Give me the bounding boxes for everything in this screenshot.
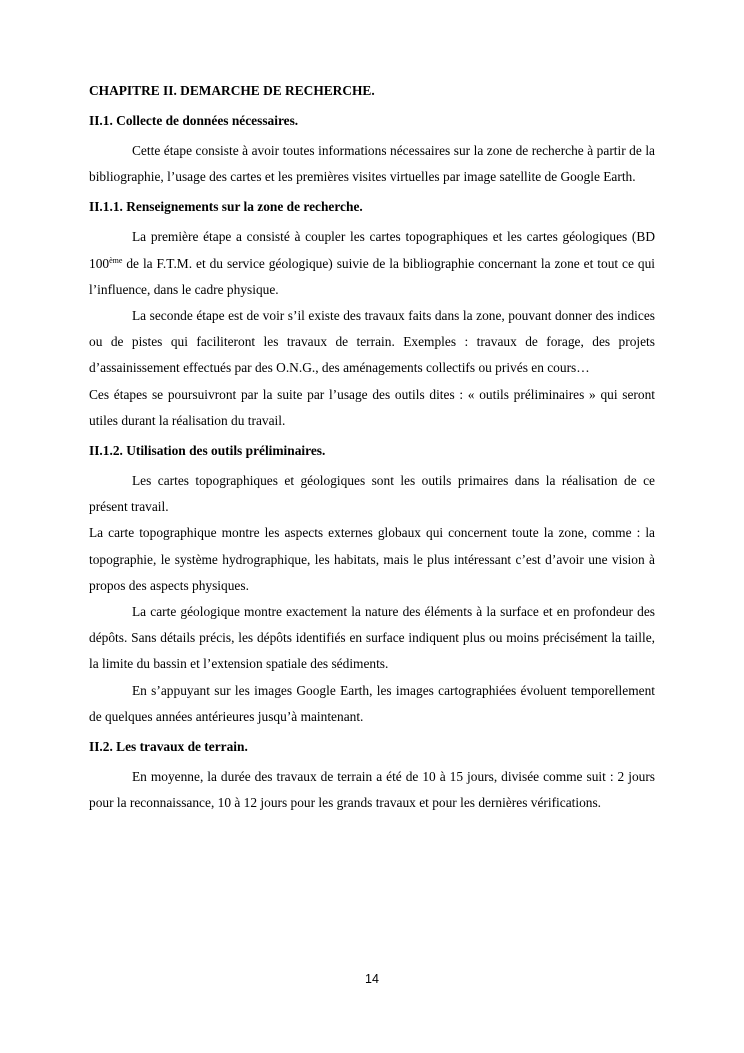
- page-number: 14: [365, 972, 379, 986]
- paragraph: La carte géologique montre exactement la nature des éléments à la surface et en profondeur des dépôts. Sans détails précis, les dépôts identifiés en surface indiquent plus ou moins précisément la taille, la limite du bassin et l’extension spatiale des sédiments.: [89, 604, 655, 672]
- paragraph-text: La première étape a consisté à coupler les cartes topographiques et les cartes géologiques (BD 100: [89, 229, 655, 271]
- paragraph: En s’appuyant sur les images Google Earth, les images cartographiées évoluent temporellement de quelques années antérieures jusqu’à maintenant.: [89, 682, 655, 724]
- section-heading-ii-1-2: II.1.2. Utilisation des outils préliminaires.: [89, 443, 326, 459]
- paragraph: Les cartes topographiques et géologiques sont les outils primaires dans la réalisation de ce présent travail.: [89, 473, 655, 515]
- chapter-title: CHAPITRE II. DEMARCHE DE RECHERCHE.: [89, 83, 375, 98]
- superscript: ème: [109, 255, 123, 265]
- page-content: [89, 78, 655, 816]
- paragraph: [89, 224, 655, 303]
- section-heading-ii-1: II.1. Collecte de données nécessaires.: [89, 113, 299, 128]
- paragraph-text: de la F.T.M. et du service géologique) suivie de la bibliographie concernant la zone et tout ce qui l’influence, dans le cadre physique.: [89, 255, 655, 297]
- section-heading-ii-2: II.2. Les travaux de terrain.: [89, 739, 248, 755]
- section-heading-ii-1-1: II.1.1. Renseignements sur la zone de recherche.: [89, 199, 363, 215]
- paragraph: La seconde étape est de voir s’il existe des travaux faits dans la zone, pouvant donner des indices ou de pistes qui faciliteront les travaux de terrain. Exemples : travaux de forage, des projets d’assainissement effectués par des O.N.G., des aménagements collectifs ou privés en cours…: [89, 308, 655, 376]
- paragraph: Ces étapes se poursuivront par la suite par l’usage des outils dites : « outils préliminaires » qui seront utiles durant la réalisation du travail.: [89, 386, 655, 428]
- paragraph: Cette étape consiste à avoir toutes informations nécessaires sur la zone de recherche à partir de la bibliographie, l’usage des cartes et les premières visites virtuelles par image satellite de Google Earth.: [89, 143, 655, 185]
- paragraph: En moyenne, la durée des travaux de terrain a été de 10 à 15 jours, divisée comme suit : 2 jours pour la reconnaissance, 10 à 12 jours pour les grands travaux et pour les dernières vérifications.: [89, 769, 655, 811]
- paragraph: La carte topographique montre les aspects externes globaux qui concernent toute la zone, comme : la topographie, le système hydrographique, les habitats, mais le plus intéressant c’est d’avoir une vision à propos des aspects physiques.: [89, 525, 655, 593]
